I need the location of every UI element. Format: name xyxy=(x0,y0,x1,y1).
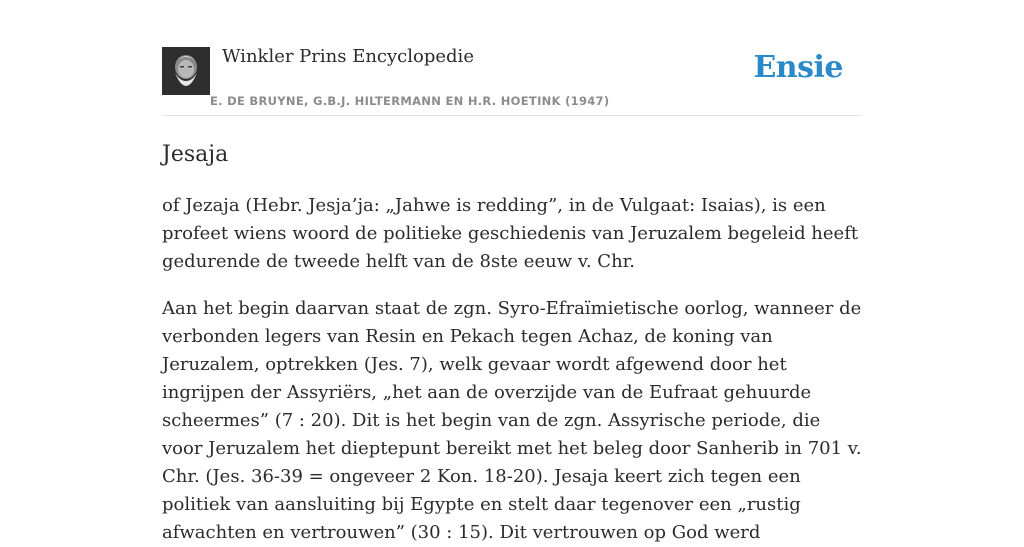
publication-authors: E. DE BRUYNE, G.B.J. HILTERMANN EN H.R. HOETINK (1947) xyxy=(210,94,610,108)
article-paragraph: Aan het begin daarvan staat de zgn. Syro-Efraïmietische oorlog, wanneer de verbonden legers van Resin en Pekach tegen Achaz, de koning van Jeruzalem, optrekken (Jes. 7), welk gevaar wordt afgewend door het ingrijpen der Assyriërs, „het aan de overzijde van de Eufraat gehuurde scheermes” (7 : 20). Dit is het begin van de zgn. Assyrische periode, die voor Jeruzalem het dieptepunt bereikt met het beleg door Sanherib in 701 v. Chr. (Jes. 36-39 = ongeveer 2 Kon. 18-20). Jesaja keert zich tegen een politiek van aansluiting bij Egypte en stelt daar tegenover een „rustig afwachten en vertrouwen” (30 : 15). Dit vertrouwen op God werd xyxy=(162,298,862,543)
author-portrait-icon xyxy=(162,47,210,95)
author-avatar[interactable] xyxy=(162,47,210,95)
brand-logo[interactable]: Ensie xyxy=(753,50,843,85)
article xyxy=(162,140,862,547)
publication-title[interactable]: Winkler Prins Encyclopedie xyxy=(222,46,474,67)
article-paragraph: of Jezaja (Hebr. Jesja’ja: „Jahwe is redding”, in de Vulgaat: Isaias), is een profeet wiens woord de politieke geschiedenis van Jeruzalem begeleid heeft gedurende de tweede helft van de 8ste eeuw v. Chr. xyxy=(162,195,859,272)
site-header xyxy=(162,0,862,116)
article-title: Jesaja xyxy=(162,142,229,167)
